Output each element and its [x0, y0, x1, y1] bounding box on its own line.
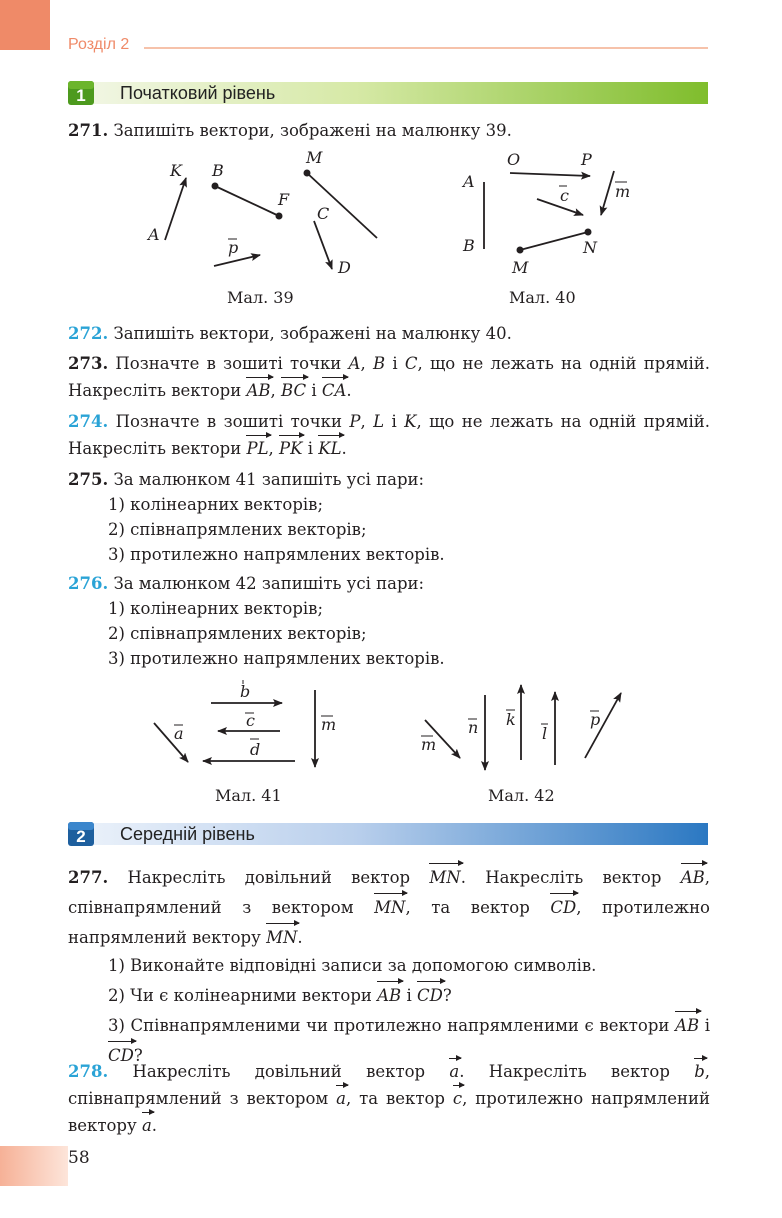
and-word: і [307, 439, 313, 458]
problem-273: 273. Позначте в зошиті точки A, B і C, що не лежать на одній прямій. Накресліть вектори AB, BC і CA. [68, 351, 710, 403]
vector-a: a [449, 1057, 459, 1084]
list-item: 3) протилежно напрямлених векторів. [108, 649, 445, 668]
and-word: і [391, 412, 397, 431]
level-2-badge-number: 2 [76, 827, 86, 846]
list-item: 1) колінеарних векторів; [108, 599, 324, 618]
problem-text: Накресліть довільний вектор [127, 868, 411, 887]
problem-text: співнапрямлений з вектором [68, 1089, 329, 1108]
label-k42: k [506, 710, 516, 729]
label-m41: m [321, 715, 337, 734]
problem-278: 278. Накресліть довільний вектор a. Накресліть вектор b, співнапрямлений з вектором a, та вектор c, протилежно напрямлений вектору a. [68, 1057, 710, 1138]
label-M: M [306, 148, 323, 167]
vector-PK: PK [279, 434, 302, 461]
page-number: 58 [68, 1148, 90, 1168]
label-b41: b [240, 682, 251, 701]
label-p42: p [590, 710, 601, 729]
list-item: 2) Чи є колінеарними вектори AB і CD? [68, 980, 710, 1010]
vector-CD: CD [108, 1040, 134, 1070]
label-A: A [148, 225, 160, 244]
label-l42: l [542, 724, 548, 743]
problem-text: Позначте в зошиті точки [115, 354, 342, 373]
figure-42 [415, 680, 635, 775]
section-rule [144, 47, 708, 49]
label-N40: N [583, 238, 597, 257]
level-1-header [68, 82, 708, 104]
level-2-title: Середній рівень [120, 824, 255, 844]
label-M40: M [512, 258, 529, 277]
problem-272 [68, 321, 710, 346]
label-a41: a [174, 724, 184, 743]
label-m40: m [615, 182, 631, 201]
list-item: 3) протилежно напрямлених векторів. [108, 545, 445, 564]
problem-text: За малюнком 42 запишіть усі пари: [113, 574, 425, 593]
vector-c: c [453, 1084, 462, 1111]
caption-fig41: Мал. 41 [215, 786, 282, 805]
label-m42: m [421, 735, 437, 754]
problem-271 [68, 118, 710, 143]
figure-40 [455, 145, 645, 280]
problem-text: Позначте в зошиті точки [115, 412, 342, 431]
caption-fig42: Мал. 42 [488, 786, 555, 805]
vector-a: a [142, 1111, 152, 1138]
and-word: і [406, 986, 412, 1005]
vector-MN: MN [429, 862, 460, 892]
label-c41: c [246, 711, 255, 730]
label-O: O [507, 150, 521, 169]
label-B40: B [463, 236, 475, 255]
label-B: B [212, 161, 224, 180]
vector-a: a [336, 1084, 346, 1111]
problem-number: 273. [68, 354, 109, 373]
problem-number: 272. [68, 324, 109, 343]
vector-b: b [694, 1057, 705, 1084]
vector-AB: AB [246, 376, 270, 403]
section-label: Розділ 2 [68, 36, 130, 53]
label-D: D [338, 258, 351, 277]
problem-number: 277. [68, 868, 109, 887]
list-item: 2) співнапрямлених векторів; [108, 520, 367, 539]
label-C: C [317, 204, 330, 223]
and-word: і [392, 354, 398, 373]
vector-CD: CD [417, 980, 443, 1010]
level-2-header [68, 823, 708, 845]
label-d41: d [250, 740, 261, 759]
caption-fig40: Мал. 40 [509, 288, 576, 307]
problem-number: 278. [68, 1062, 109, 1081]
figure-39 [140, 145, 390, 280]
vector-PL: PL [246, 434, 268, 461]
problem-text: Запишіть вектори, зображені на малюнку 39. [113, 121, 512, 140]
figure-41 [140, 675, 350, 775]
problem-277: 277. Накресліть довільний вектор MN. Накресліть вектор AB, співнапрямлений з вектором MN, та вектор CD, протилежно напрямлений вектору MN. 1) Виконайте відповідні записи за допомогою символів. 2) Чи є колінеарними вектори AB і CD? 3) Співнапрямленими чи протилежно напрямленими є вектори AB і CD? [68, 862, 710, 1070]
problem-text-2: що не лежать на одній прямій. Накресліть вектори [68, 354, 711, 400]
label-p: p [228, 238, 239, 257]
problem-text: За малюнком 41 запишіть усі пари: [113, 470, 425, 489]
caption-fig39: Мал. 39 [227, 288, 294, 307]
problem-text-2: що не лежать на одній прямій. Накресліть вектори [68, 412, 710, 458]
level-1-badge-number: 1 [76, 86, 86, 105]
list-item: 1) колінеарних векторів; [108, 495, 324, 514]
label-K: K [170, 161, 182, 180]
problem-number: 274. [68, 412, 109, 431]
label-F: F [278, 190, 290, 209]
problem-number: 276. [68, 574, 109, 593]
vector-CD: CD [550, 892, 576, 922]
vector-AB: AB [377, 980, 401, 1010]
problem-274: 274. Позначте в зошиті точки P, L і K, що не лежать на одній прямій. Накресліть вектори PL, PK і KL. [68, 409, 710, 461]
problem-text: співнапрямлений з вектором [68, 898, 354, 917]
label-P: P [581, 150, 592, 169]
vector-AB: AB [675, 1010, 699, 1040]
label-n42: n [468, 718, 479, 737]
vector-MN: MN [266, 922, 297, 952]
vector-CA: CA [322, 376, 347, 403]
label-A40: A [463, 172, 475, 191]
problem-text: 3) Співнапрямленими чи протилежно напрямленими є вектори [108, 1016, 670, 1035]
list-item: 1) Виконайте відповідні записи за допомогою символів. [108, 956, 597, 975]
vector-AB: AB [681, 862, 705, 892]
problem-text: , та вектор [345, 1089, 445, 1108]
problem-number: 271. [68, 121, 109, 140]
vector-KL: KL [318, 434, 341, 461]
list-item: 2) співнапрямлених векторів; [108, 624, 367, 643]
problem-text: , та вектор [405, 898, 530, 917]
problem-text: Накресліть довільний вектор [132, 1062, 426, 1081]
level-1-title: Початковий рівень [120, 83, 276, 103]
vector-MN: MN [374, 892, 405, 922]
level-2-badge-icon [68, 820, 96, 848]
footer-tab [0, 1146, 68, 1186]
problem-text: , протилежно напрямлений вектору [68, 1089, 711, 1135]
problem-text: . Накресліть вектор [460, 868, 662, 887]
list-item: 3) Співнапрямленими чи протилежно напрямленими є вектори AB і CD? [68, 1010, 710, 1070]
and-word: і [704, 1016, 711, 1035]
problem-text: . Накресліть вектор [459, 1062, 670, 1081]
vector-BC: BC [281, 376, 306, 403]
label-c40: c [560, 186, 569, 205]
problem-275 [68, 467, 710, 567]
and-word: і [311, 381, 317, 400]
problem-text: , протилежно напрямлений вектору [68, 898, 710, 947]
problem-number: 275. [68, 470, 109, 489]
problem-276 [68, 571, 710, 671]
corner-tab [0, 0, 50, 50]
problem-text: Запишіть вектори, зображені на малюнку 40. [113, 324, 512, 343]
level-1-badge-icon [68, 79, 96, 107]
problem-text: 2) Чи є колінеарними вектори [108, 986, 372, 1005]
